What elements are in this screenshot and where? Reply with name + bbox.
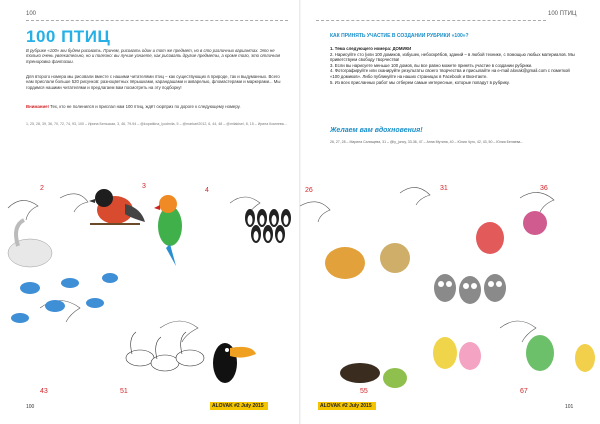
step-item: 2. Нарисуйте сто (или 100 домиков, избушек, небоскрёбов, зданий – в любой технике, с помощью любых материалов. Мы приветствуем свободу творчества! (330, 51, 575, 63)
blue-birds-drawing (11, 273, 118, 323)
left-footer-logo: ALOVAK #2 July 2015 (212, 403, 264, 409)
right-footer-logo: ALOVAK #2 July 2015 (320, 403, 372, 409)
svg-text:55: 55 (360, 388, 368, 395)
geese-drawing (126, 332, 204, 371)
svg-text:31: 31 (440, 185, 448, 192)
left-running-page-number: 100 (26, 11, 37, 17)
painted-birds-drawing (325, 211, 595, 388)
body-text: Для второго номера мы рисовали вместе с нашими читателями птиц – как существующих в природе, так и выдуманных. Всего нам прислали больше 520 рисунков: разноцветных пёрышками, карандашами и акварелью, фломастерами и маркерами... Мы гордимся нашими читателями и предлагаем вам посмотреть на эту подборку! (26, 74, 281, 90)
how-to-participate-heading: КАК ПРИНЯТЬ УЧАСТИЕ В СОЗДАНИИ РУБРИКИ «100»? (330, 33, 469, 39)
toucan-drawing (213, 343, 256, 383)
svg-text:4: 4 (205, 187, 209, 194)
bullfinch-drawing (89, 189, 145, 224)
participation-steps (330, 46, 575, 85)
step-item: 5. Из всех присланных работ мы отберем самые интересные, которые попадут в рубрику. (330, 79, 510, 85)
svg-text:51: 51 (120, 388, 128, 395)
note-paragraph (26, 104, 288, 109)
svg-text:67: 67 (520, 388, 528, 395)
sketch-layer (8, 187, 554, 342)
step-item: 4. Фотографируйте или сканируйте результаты своего творчества и присылайте на e-mail alovak@gmail.com с пометкой «100 домиков». Либо публикуйте на наших страницах в Facebook и Вконтакте. (330, 68, 570, 79)
wish-heading: Желаем вам вдохновения! (330, 127, 423, 134)
left-credits: 1, 25, 28, 39, 36, 70, 72, 74, 93, 100 – Ирина Бельская, 3, 46, 79-94 – @kopatkina_lyudmila, 5 – @markart2012, 6, 44, 48 – @milakisel, 8, 15 – Ирина Комлева... (26, 122, 287, 126)
left-header-rule (26, 20, 288, 21)
intro-text: В рубрике «100» мы будем рисовать. Причем, рисовать один и тот же предмет, но в сто различных вариантах. Это не только очень увлекательно, но и полезно: вы лучше узнаете, как рисовать другие предметы, а кроме того, это отличная тренировка фантазии. (26, 48, 281, 64)
left-page-number: 100 (26, 404, 35, 410)
svg-text:26: 26 (305, 187, 313, 194)
lovebird-drawing (154, 195, 182, 266)
right-header-rule (316, 20, 546, 21)
step-item: 3. Если вы нарисуете меньше 100 домов, вы все равно можете принять участие в создании рубрики. (330, 62, 533, 68)
svg-text:43: 43 (40, 388, 48, 395)
svg-text:2: 2 (40, 185, 44, 192)
right-page-number: 101 (565, 404, 574, 410)
svg-text:3: 3 (142, 183, 146, 190)
step-item: 1. Тема следующего номера: ДОМИКИ (330, 46, 412, 51)
bird-drawings-collage (0, 178, 600, 403)
right-running-head: 100 ПТИЦ (548, 11, 577, 17)
note-text: Тех, кто не поленился и прислал нам 100 птиц, ждёт сюрприз по дороге к следующему номеру. (50, 104, 241, 109)
swan-drawing (8, 220, 52, 267)
page-title: 100 ПТИЦ (26, 27, 111, 46)
right-credits: 26, 27, 28 – Марина Салищева, 31 – @iy_juncy, 33-36, 47 – Анна Мутина, 40 – Юлия Чуго, 42, 43, 50 – Юлия Беляева... (330, 140, 524, 144)
svg-text:36: 36 (540, 185, 548, 192)
note-label: Внимание! (26, 104, 49, 109)
owls-drawing (434, 274, 506, 304)
